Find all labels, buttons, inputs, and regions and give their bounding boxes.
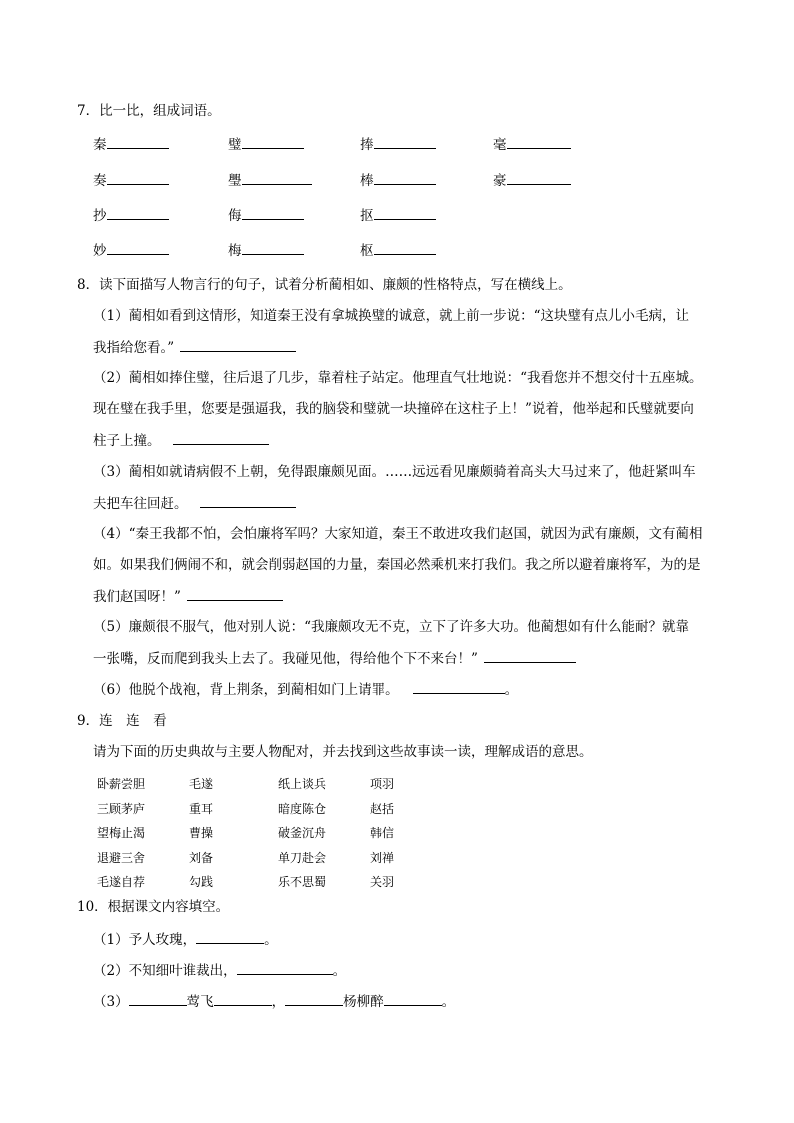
q7-r1c1: 秦 — [93, 134, 169, 155]
q8-item2-line2: 现在璧在我手里，您要是强逼我，我的脑袋和璧就一块撞碎在这柱子上！”说着，他举起和氏璧就要向 — [93, 401, 694, 417]
q9-item: 重耳 — [189, 801, 214, 816]
q9-idioms-col1 — [97, 772, 145, 895]
q9-item: 卧薪尝胆 — [97, 777, 146, 791]
q9-item: 刘备 — [189, 850, 214, 865]
q10-line1: （1）予人玫瑰， 。 — [93, 929, 278, 950]
q8-title: 8．读下面描写人物言行的句子，试着分析蔺相如、廉颇的性格特点，写在横线上。 — [77, 277, 572, 293]
q10-title: 10．根据课文内容填空。 — [77, 899, 230, 915]
q7-r1c3: 捧 — [360, 134, 436, 155]
q9-item: 项羽 — [370, 777, 395, 791]
q9-item: 毛遂自荐 — [97, 875, 146, 889]
q8-item4-line3: 我们赵国呀！” — [93, 586, 283, 607]
q7-r4c2: 梅 — [228, 240, 304, 261]
q9-people-col4 — [370, 772, 394, 895]
q7-r3c1: 抄 — [93, 205, 169, 226]
q7-title: 7．比一比，组成词语。 — [77, 103, 221, 119]
q9-item: 破釜沉舟 — [278, 826, 327, 840]
q7-r2c3: 棒 — [360, 170, 436, 191]
q7-r2c2: 璺 — [228, 170, 312, 191]
q8-item4-line1: （4）“秦王我都不怕，会怕廉将军吗？大家知道，秦王不敢进攻我们赵国，就因为武有廉颇，文有蔺相 — [93, 526, 703, 542]
q9-item: 乐不思蜀 — [278, 875, 327, 889]
q9-item: 勾践 — [189, 875, 214, 889]
q7-r3c3: 抠 — [360, 205, 436, 226]
q8-item5-line2: 一张嘴，反而爬到我头上去了。我碰见他，得给他个下不来台！” — [93, 648, 576, 669]
q9-item: 望梅止渴 — [97, 826, 146, 840]
q8-item6-line1: （6）他脱个战袍，背上荆条，到蔺相如门上请罪。 。 — [93, 679, 518, 700]
q8-item1-line2: 我指给您看。” — [93, 337, 296, 358]
q9-people-col2 — [189, 772, 213, 895]
q8-item3-line2: 夫把车往回赶。 — [93, 493, 296, 514]
q9-instruction: 请为下面的历史典故与主要人物配对，并去找到这些故事读一读，理解成语的意思。 — [93, 744, 593, 760]
q9-item: 赵括 — [370, 801, 395, 816]
q8-item2-line3: 柱子上撞。 — [93, 430, 269, 451]
q9-title: 9．连 连 看 — [77, 713, 167, 729]
q7-r1c2: 璧 — [228, 134, 304, 155]
q8-item5-line1: （5）廉颇很不服气，他对别人说：“我廉颇攻无不克，立下了许多大功。他蔺想如有什么能耐？就靠 — [93, 619, 689, 635]
q9-item: 纸上谈兵 — [278, 777, 327, 791]
q7-r4c3: 枢 — [360, 240, 436, 261]
q9-item: 暗度陈仓 — [278, 801, 327, 816]
q9-item: 退避三舍 — [97, 850, 146, 865]
q8-item2-line1: （2）蔺相如捧住璧，往后退了几步，靠着柱子站定。他理直气壮地说：“我看您并不想交付十五座城。 — [93, 370, 703, 386]
q10-line2: （2）不知细叶谁裁出， 。 — [93, 960, 346, 981]
q9-item: 单刀赴会 — [278, 850, 327, 865]
q9-item: 关羽 — [370, 875, 395, 889]
q9-item: 曹操 — [189, 826, 214, 840]
q9-item: 毛遂 — [189, 777, 214, 791]
q9-item: 刘禅 — [370, 850, 395, 865]
q9-item: 韩信 — [370, 826, 395, 840]
q7-r1c4: 毫 — [493, 134, 571, 155]
q7-r2c1: 奏 — [93, 170, 169, 191]
q7-r2c4: 豪 — [493, 170, 571, 191]
q7-r3c2: 侮 — [228, 205, 304, 226]
q8-item3-line1: （3）蔺相如就请病假不上朝，免得跟廉颇见面。……远远看见廉颇骑着高头大马过来了，他赶紧叫车 — [93, 464, 696, 480]
q9-item: 三顾茅庐 — [97, 801, 146, 816]
q8-item4-line2: 如。如果我们俩闹不和，就会削弱赵国的力量，秦国必然乘机来打我们。我之所以避着廉将军，为的是 — [93, 557, 701, 573]
q9-idioms-col3 — [278, 772, 326, 895]
q7-r4c1: 妙 — [93, 240, 169, 261]
q8-item1-line1: （1）蔺相如看到这情形，知道秦王没有拿城换璧的诚意，就上前一步说：“这块璧有点儿小毛病，让 — [93, 308, 689, 324]
q10-line3: （3） 莺飞 ， 杨柳醉 。 — [93, 991, 455, 1012]
